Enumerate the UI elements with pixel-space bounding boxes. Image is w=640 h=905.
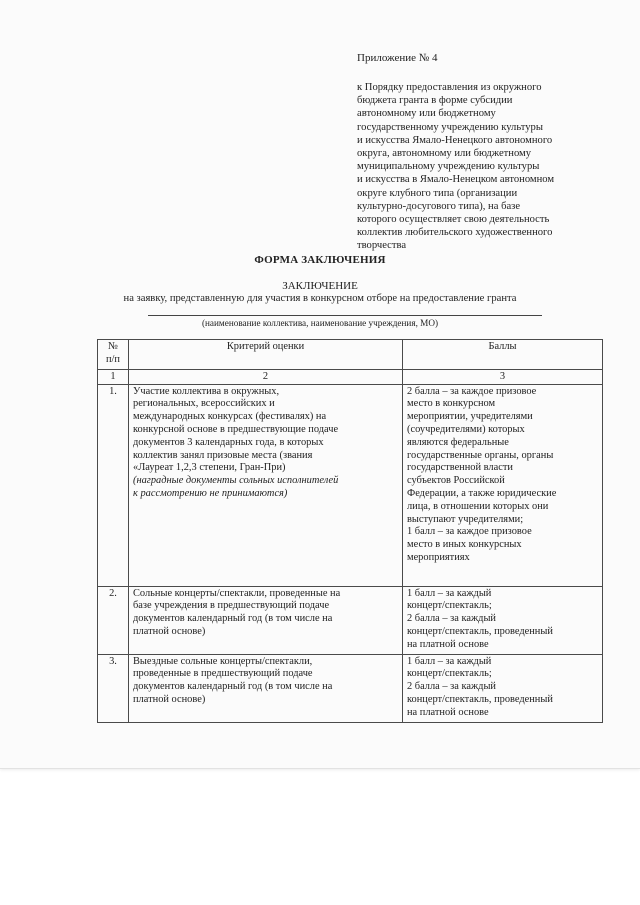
header-points: Баллы: [403, 340, 603, 370]
column-number: 1: [98, 369, 129, 384]
annex-line: которого осуществляет свою деятельность: [357, 214, 550, 226]
annex-line: автономному или бюджетному: [357, 108, 496, 120]
annex-line: культурно-досугового типа), на базе: [357, 200, 521, 212]
points-line: место в конкурсном: [407, 398, 496, 410]
table-header-row: [98, 340, 603, 370]
points-line: концерт/спектакль, проведенный: [407, 693, 553, 705]
annex-line: округа, автономному или бюджетному: [357, 148, 532, 160]
criterion-note-line: (наградные документы сольных исполнителей: [133, 475, 339, 487]
table-row: [98, 654, 603, 722]
row-criterion: [129, 384, 403, 586]
points-line: концерт/спектакль;: [407, 600, 492, 612]
criterion-line: Участие коллектива в окружных,: [133, 385, 280, 397]
points-line: на платной основе: [407, 706, 489, 718]
row-points: [403, 586, 603, 654]
points-line: 2 балла – за каждый: [407, 681, 496, 693]
criterion-line: региональных, всероссийских и: [133, 398, 275, 410]
criterion-line: документов календарный год (в том числе на: [133, 613, 333, 625]
annex-line: коллектив любительского художественного: [357, 227, 553, 239]
header-criterion: Критерий оценки: [129, 340, 403, 370]
column-number: 2: [129, 369, 403, 384]
criterion-line: базе учреждения в предшествующий подаче: [133, 600, 330, 612]
annex-line: творчества: [357, 240, 407, 252]
row-number: 1.: [98, 384, 129, 586]
table-row: [98, 586, 603, 654]
points-line: 1 балл – за каждый: [407, 587, 492, 599]
points-line: мероприятиях: [407, 551, 470, 563]
criterion-line: «Лауреат 1,2,3 степени, Гран-При): [133, 462, 286, 474]
points-line: лица, в отношении которых они: [407, 500, 549, 512]
criterion-line: коллектив занял призовые места (звания: [133, 449, 313, 461]
points-line: 2 балла – за каждое призовое: [407, 385, 537, 397]
row-criterion: [129, 654, 403, 722]
points-line: (соучредителями) которых: [407, 423, 525, 435]
points-line: 1 балл – за каждый: [407, 655, 492, 667]
column-number: 3: [403, 369, 603, 384]
points-line: концерт/спектакль;: [407, 668, 492, 680]
points-line: государственной власти: [407, 462, 513, 474]
table-row: [98, 384, 603, 586]
points-line: субъектов Российской: [407, 475, 505, 487]
criteria-table: [97, 339, 603, 723]
header-num-line: п/п: [105, 353, 120, 365]
points-line: государственные органы, органы: [407, 449, 554, 461]
criterion-line: платной основе): [133, 625, 206, 637]
row-number: 2.: [98, 586, 129, 654]
points-line: концерт/спектакль, проведенный: [407, 625, 553, 637]
row-points: [403, 384, 603, 586]
annex-title: Приложение № 4: [357, 52, 438, 64]
header-num-line: №: [108, 341, 118, 352]
annex-line: государственному учреждению культуры: [357, 121, 543, 133]
points-line: место в иных конкурсных: [407, 539, 522, 551]
points-line: выступают учредителями;: [407, 513, 524, 525]
annex-line: к Порядку предоставления из окружного: [357, 82, 542, 93]
points-line: на платной основе: [407, 638, 489, 650]
form-title: ФОРМА ЗАКЛЮЧЕНИЯ: [254, 254, 386, 266]
row-number: 3.: [98, 654, 129, 722]
criterion-line: платной основе): [133, 693, 206, 705]
criterion-line: документов календарный год (в том числе на: [133, 681, 333, 693]
points-line: являются федеральные: [407, 436, 509, 448]
criterion-line: Сольные концерты/спектакли, проведенные на: [133, 587, 341, 599]
points-line: 1 балл – за каждое призовое: [407, 526, 532, 538]
points-line: мероприятии, учредителями: [407, 411, 533, 423]
conclusion-subtitle: на заявку, представленную для участия в конкурсном отборе на предоставление гранта: [123, 293, 517, 304]
criterion-line: международных конкурсах (фестивалях) на: [133, 411, 327, 423]
annex-line: и искусства Ямало-Ненецкого автономного: [357, 134, 553, 146]
criterion-line: конкурсной основе в предшествующие подаче: [133, 423, 339, 435]
header-num: [98, 340, 129, 370]
column-number-row: [98, 369, 603, 384]
annex-line: бюджета гранта в форме субсидии: [357, 95, 513, 107]
points-line: 2 балла – за каждый: [407, 613, 496, 625]
conclusion-title: ЗАКЛЮЧЕНИЕ: [282, 280, 358, 292]
row-criterion: [129, 586, 403, 654]
criterion-line: документов 3 календарных года, в которых: [133, 436, 324, 448]
criterion-line: Выездные сольные концерты/спектакли,: [133, 655, 313, 667]
annex-line: и искусства в Ямало-Ненецком автономном: [357, 174, 555, 186]
annex-line: муниципальному учреждению культуры: [357, 161, 540, 173]
criterion-line: проведенные в предшествующий подаче: [133, 668, 313, 680]
row-points: [403, 654, 603, 722]
table-body: [98, 384, 603, 722]
criterion-note-line: к рассмотрению не принимаются): [133, 487, 288, 499]
annex-body: [357, 81, 607, 253]
annex-line: округе клубного типа (организации: [357, 187, 518, 199]
fill-in-hint: (наименование коллектива, наименование учреждения, МО): [201, 318, 439, 328]
fill-in-line: [148, 315, 542, 316]
points-line: Федерации, а также юридические: [407, 487, 557, 499]
